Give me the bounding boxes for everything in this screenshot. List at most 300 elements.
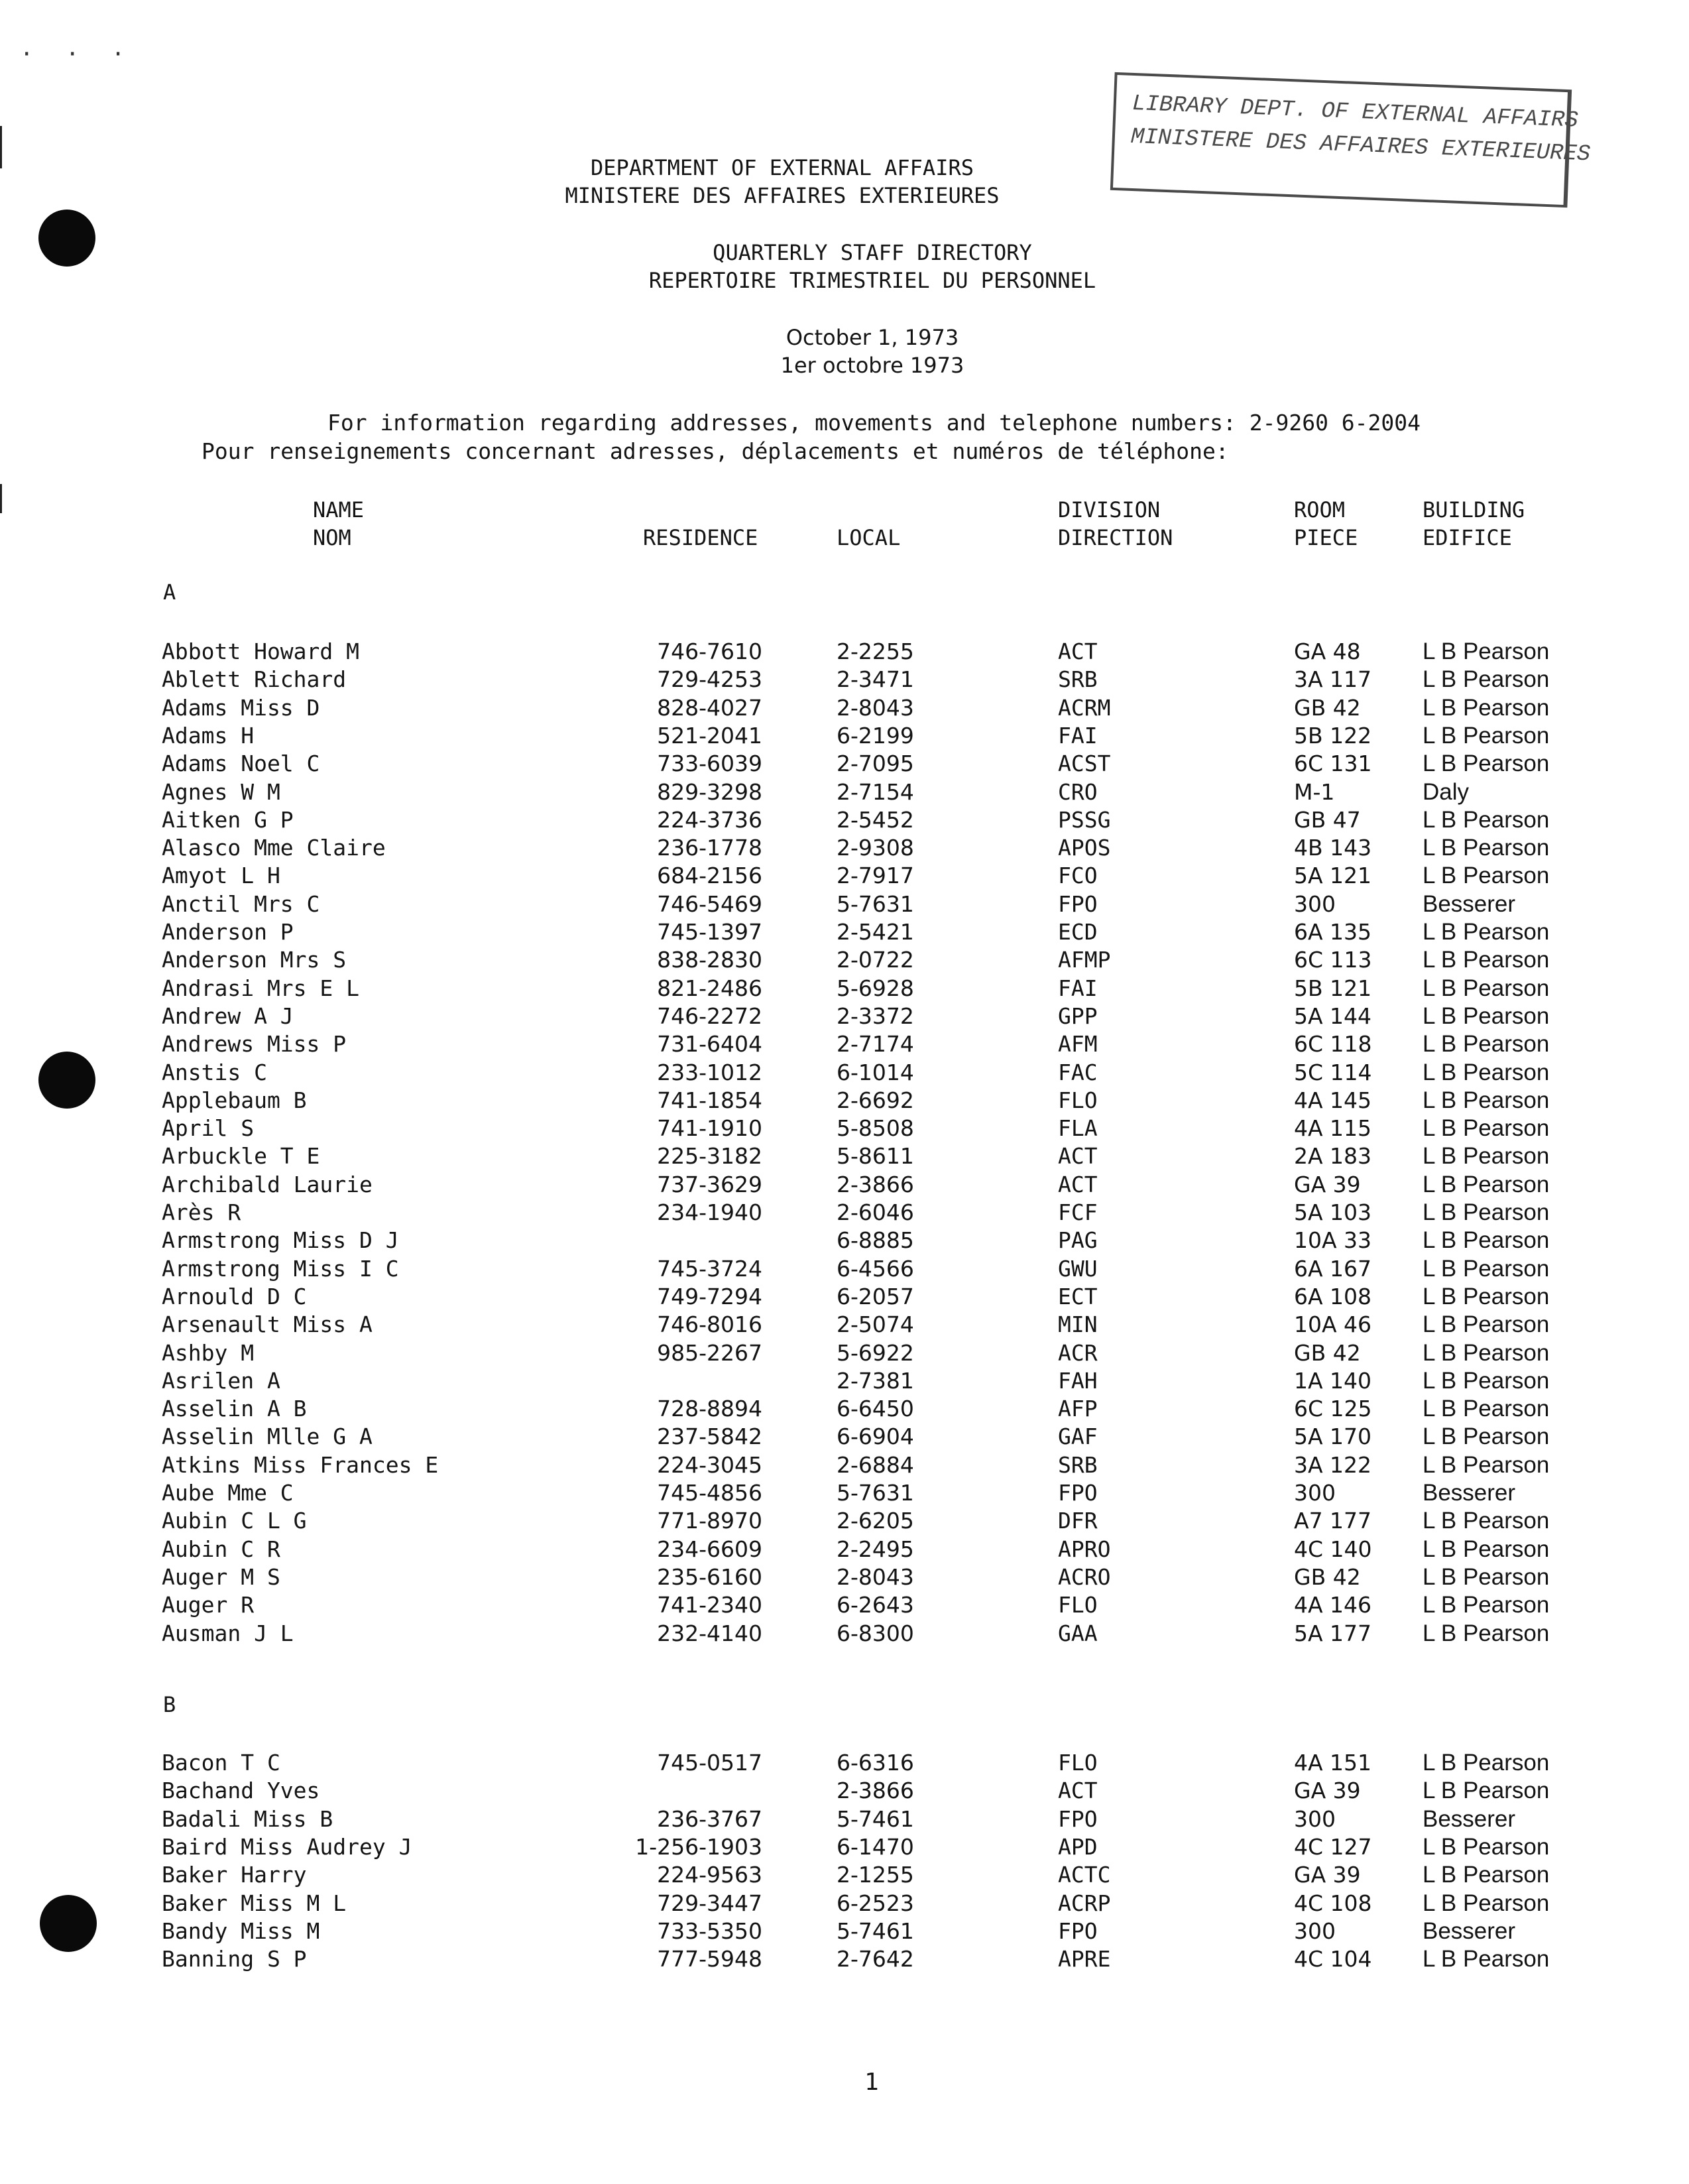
- entry-name: Arsenault Miss A: [162, 1311, 373, 1338]
- entry-local-phone: 5-7461: [837, 1917, 914, 1944]
- directory-row: [0, 666, 1689, 694]
- entry-local-phone: 5-7461: [837, 1805, 914, 1832]
- entry-name: Alasco Mme Claire: [162, 835, 386, 861]
- entry-division: ACTC: [1058, 1862, 1111, 1888]
- directory-row: [0, 1115, 1689, 1142]
- entry-name: Arnould D C: [162, 1283, 307, 1309]
- entry-room: 4C 127: [1294, 1833, 1372, 1860]
- department-heading: [384, 154, 1180, 210]
- entry-building: Besserer: [1423, 1805, 1516, 1832]
- entry-residence-phone: 741-1854: [657, 1087, 762, 1113]
- directory-row: [0, 1030, 1689, 1058]
- section-letter-a: A: [163, 579, 176, 605]
- entry-name: Adams Miss D: [162, 694, 320, 721]
- directory-row: [0, 975, 1689, 1002]
- entry-local-phone: 2-5074: [837, 1311, 914, 1338]
- entry-local-phone: 2-2255: [837, 638, 914, 664]
- entry-building: L B Pearson: [1423, 638, 1550, 664]
- entry-division: FAH: [1058, 1367, 1098, 1394]
- entry-local-phone: 2-2495: [837, 1536, 914, 1562]
- entry-building: L B Pearson: [1423, 1115, 1550, 1142]
- entry-local-phone: 5-6928: [837, 975, 914, 1001]
- entry-local-phone: 2-6884: [837, 1451, 914, 1478]
- directory-row: [0, 1805, 1689, 1833]
- entry-building: L B Pearson: [1423, 1199, 1550, 1225]
- entry-room: 4A 146: [1294, 1592, 1372, 1618]
- entry-building: L B Pearson: [1423, 1143, 1550, 1170]
- entry-building: L B Pearson: [1423, 1451, 1550, 1478]
- entry-division: APRE: [1058, 1946, 1111, 1972]
- entry-building: L B Pearson: [1423, 1339, 1550, 1366]
- entry-local-phone: 6-2199: [837, 722, 914, 749]
- entry-local-phone: 6-6316: [837, 1750, 914, 1776]
- entry-room: 300: [1294, 1480, 1336, 1506]
- entry-name: Arès R: [162, 1199, 241, 1225]
- entry-name: Andrews Miss P: [162, 1031, 347, 1058]
- directory-row: [0, 1749, 1689, 1777]
- entry-room: M-1: [1294, 778, 1335, 805]
- entry-division: AFM: [1058, 1031, 1098, 1058]
- entry-residence-phone: 821-2486: [657, 975, 762, 1001]
- entry-division: ACT: [1058, 1143, 1098, 1170]
- entry-name: Anderson Mrs S: [162, 947, 347, 973]
- entry-local-phone: 6-6450: [837, 1396, 914, 1422]
- header-room-fr: PIECE: [1294, 525, 1358, 550]
- entry-building: L B Pearson: [1423, 1620, 1550, 1646]
- entry-division: FAC: [1058, 1059, 1098, 1085]
- header-building-fr: EDIFICE: [1423, 525, 1512, 550]
- entry-local-phone: 6-1014: [837, 1059, 914, 1085]
- directory-row: [0, 1059, 1689, 1087]
- column-header-room: [1294, 496, 1358, 552]
- info-line-fr: Pour renseignements concernant adresses, déplacements et numéros de téléphone:: [202, 438, 1229, 464]
- entry-room: 6C 118: [1294, 1031, 1372, 1058]
- entry-building: L B Pearson: [1423, 1002, 1550, 1029]
- entry-building: L B Pearson: [1423, 1750, 1550, 1776]
- entry-division: ACRM: [1058, 694, 1111, 721]
- entry-room: 5A 103: [1294, 1199, 1372, 1225]
- entry-division: CRO: [1058, 778, 1098, 805]
- entry-residence-phone: 741-2340: [657, 1592, 762, 1618]
- entry-building: L B Pearson: [1423, 975, 1550, 1001]
- entry-building: L B Pearson: [1423, 1396, 1550, 1422]
- entry-local-phone: 2-7174: [837, 1031, 914, 1058]
- entry-room: GA 48: [1294, 638, 1361, 664]
- entry-division: GAF: [1058, 1424, 1098, 1450]
- directory-row: [0, 918, 1689, 946]
- entry-name: Aitken G P: [162, 806, 294, 833]
- entry-name: April S: [162, 1115, 255, 1142]
- entry-name: Banning S P: [162, 1946, 307, 1972]
- entry-room: 5A 121: [1294, 863, 1372, 889]
- department-name-fr: MINISTERE DES AFFAIRES EXTERIEURES: [565, 183, 1000, 208]
- entry-room: 4C 140: [1294, 1536, 1372, 1562]
- entry-local-phone: 2-6205: [837, 1508, 914, 1534]
- section-letter-b: B: [163, 1692, 176, 1717]
- entry-room: 300: [1294, 890, 1336, 917]
- entry-residence-phone: 771-8970: [657, 1508, 762, 1534]
- entry-division: ACT: [1058, 1171, 1098, 1197]
- entry-division: AFMP: [1058, 947, 1111, 973]
- entry-name: Baker Harry: [162, 1862, 307, 1888]
- entry-name: Adams Noel C: [162, 751, 320, 777]
- entry-building: L B Pearson: [1423, 1283, 1550, 1309]
- entry-room: 6C 113: [1294, 947, 1372, 973]
- entry-name: Agnes W M: [162, 778, 280, 805]
- entry-local-phone: 6-8885: [837, 1227, 914, 1254]
- entry-room: 300: [1294, 1917, 1336, 1944]
- title-en: QUARTERLY STAFF DIRECTORY: [713, 240, 1032, 265]
- entry-residence-phone: 728-8894: [657, 1396, 762, 1422]
- entry-residence-phone: 236-1778: [657, 835, 762, 861]
- directory-row: [0, 1591, 1689, 1619]
- entry-residence-phone: 746-8016: [657, 1311, 762, 1338]
- entry-name: Asselin Mlle G A: [162, 1424, 373, 1450]
- entry-local-phone: 2-7642: [837, 1946, 914, 1972]
- entry-division: FCF: [1058, 1199, 1098, 1225]
- entry-name: Arbuckle T E: [162, 1143, 320, 1170]
- entry-division: PSSG: [1058, 806, 1111, 833]
- entry-room: 10A 46: [1294, 1311, 1372, 1338]
- entry-building: L B Pearson: [1423, 1778, 1550, 1804]
- entry-name: Bachand Yves: [162, 1778, 320, 1804]
- header-division-fr: DIRECTION: [1058, 525, 1173, 550]
- entry-name: Applebaum B: [162, 1087, 307, 1113]
- entry-room: GA 39: [1294, 1171, 1361, 1197]
- entry-local-phone: 2-9308: [837, 835, 914, 861]
- entry-local-phone: 6-2523: [837, 1890, 914, 1916]
- entry-division: FPO: [1058, 1805, 1098, 1832]
- entry-division: APD: [1058, 1833, 1098, 1860]
- entry-division: FCO: [1058, 863, 1098, 889]
- entry-name: Armstrong Miss D J: [162, 1227, 399, 1254]
- entry-room: 5B 121: [1294, 975, 1372, 1001]
- entry-name: Atkins Miss Frances E: [162, 1451, 439, 1478]
- directory-row: [0, 890, 1689, 918]
- entry-division: FPO: [1058, 1917, 1098, 1944]
- entry-division: ACRP: [1058, 1890, 1111, 1916]
- directory-row: [0, 778, 1689, 806]
- entry-local-phone: 6-6904: [837, 1424, 914, 1450]
- entry-building: L B Pearson: [1423, 919, 1550, 945]
- entry-residence-phone: 1-256-1903: [635, 1833, 762, 1860]
- directory-row: [0, 1367, 1689, 1395]
- entry-name: Ausman J L: [162, 1620, 294, 1646]
- entry-local-phone: 2-6692: [837, 1087, 914, 1113]
- entry-room: 6A 167: [1294, 1255, 1372, 1282]
- directory-row: [0, 1171, 1689, 1199]
- directory-row: [0, 1945, 1689, 1973]
- entry-building: L B Pearson: [1423, 666, 1550, 693]
- entry-room: 5A 144: [1294, 1002, 1372, 1029]
- entry-name: Adams H: [162, 722, 255, 749]
- entry-name: Baker Miss M L: [162, 1890, 347, 1916]
- header-name-fr: NOM: [313, 525, 351, 550]
- entry-building: L B Pearson: [1423, 947, 1550, 973]
- entry-room: 5A 177: [1294, 1620, 1372, 1646]
- scan-edge-mark: [0, 126, 2, 168]
- entry-residence-phone: 224-3045: [657, 1451, 762, 1478]
- directory-title: [342, 239, 1403, 294]
- column-header-local: LOCAL: [837, 525, 901, 550]
- directory-row: [0, 946, 1689, 974]
- entry-room: 1A 140: [1294, 1367, 1372, 1394]
- entry-division: ECT: [1058, 1283, 1098, 1309]
- entry-division: MIN: [1058, 1311, 1098, 1338]
- entry-division: FLO: [1058, 1750, 1098, 1776]
- entry-local-phone: 2-7154: [837, 778, 914, 805]
- directory-row: [0, 1861, 1689, 1889]
- entry-room: GB 42: [1294, 694, 1361, 721]
- entry-room: 4C 108: [1294, 1890, 1372, 1916]
- entry-residence-phone: 745-3724: [657, 1255, 762, 1282]
- entry-local-phone: 6-1470: [837, 1833, 914, 1860]
- entry-division: ACRO: [1058, 1563, 1111, 1590]
- header-division-en: DIVISION: [1058, 497, 1161, 522]
- entry-local-phone: 2-0722: [837, 947, 914, 973]
- entry-building: L B Pearson: [1423, 1563, 1550, 1590]
- entry-room: GB 42: [1294, 1563, 1361, 1590]
- column-header-building: [1423, 496, 1525, 552]
- entry-division: FLO: [1058, 1592, 1098, 1618]
- entry-room: 5C 114: [1294, 1059, 1372, 1085]
- date-fr: 1er octobre 1973: [780, 353, 964, 378]
- entry-local-phone: 5-8508: [837, 1115, 914, 1142]
- entry-name: Aubin C R: [162, 1536, 280, 1562]
- entry-room: GA 39: [1294, 1778, 1361, 1804]
- entry-residence-phone: 521-2041: [657, 722, 762, 749]
- entry-room: 6A 135: [1294, 919, 1372, 945]
- entry-residence-phone: 729-4253: [657, 666, 762, 693]
- entry-name: Andrew A J: [162, 1002, 294, 1029]
- entry-local-phone: 2-3471: [837, 666, 914, 693]
- entry-local-phone: 2-8043: [837, 1563, 914, 1590]
- entry-division: FLO: [1058, 1087, 1098, 1113]
- entry-division: FAI: [1058, 722, 1098, 749]
- entry-building: L B Pearson: [1423, 863, 1550, 889]
- entry-division: APOS: [1058, 835, 1111, 861]
- entry-building: L B Pearson: [1423, 1031, 1550, 1058]
- entry-room: GB 47: [1294, 806, 1361, 833]
- entry-residence-phone: 749-7294: [657, 1283, 762, 1309]
- entry-local-phone: 2-3866: [837, 1778, 914, 1804]
- directory-row: [0, 1339, 1689, 1367]
- entry-room: 300: [1294, 1805, 1336, 1832]
- entry-building: L B Pearson: [1423, 1255, 1550, 1282]
- entry-room: GB 42: [1294, 1339, 1361, 1366]
- entry-name: Andrasi Mrs E L: [162, 975, 360, 1001]
- entry-residence-phone: 777-5948: [657, 1946, 762, 1972]
- entry-name: Auger R: [162, 1592, 255, 1618]
- entry-room: 4C 104: [1294, 1946, 1372, 1972]
- entry-residence-phone: 838-2830: [657, 947, 762, 973]
- entry-residence-phone: 236-3767: [657, 1805, 762, 1832]
- entry-residence-phone: 745-4856: [657, 1480, 762, 1506]
- entry-residence-phone: 733-6039: [657, 751, 762, 777]
- entry-name: Ablett Richard: [162, 666, 347, 693]
- entry-name: Aube Mme C: [162, 1480, 294, 1506]
- info-line-en: For information regarding addresses, movements and telephone numbers: 2-9260 6-2004: [327, 410, 1421, 436]
- directory-row: [0, 1451, 1689, 1479]
- date-en: October 1, 1973: [786, 325, 959, 350]
- entry-division: FPO: [1058, 890, 1098, 917]
- entry-building: Besserer: [1423, 1917, 1516, 1944]
- entry-residence-phone: 737-3629: [657, 1171, 762, 1197]
- entry-name: Ashby M: [162, 1339, 255, 1366]
- entry-residence-phone: 985-2267: [657, 1339, 762, 1366]
- directory-row: [0, 1002, 1689, 1030]
- header-building-en: BUILDING: [1423, 497, 1525, 522]
- entry-division: FLA: [1058, 1115, 1098, 1142]
- entry-residence-phone: 729-3447: [657, 1890, 762, 1916]
- directory-row: [0, 1395, 1689, 1423]
- directory-row: [0, 638, 1689, 666]
- entry-residence-phone: 237-5842: [657, 1424, 762, 1450]
- entry-name: Anstis C: [162, 1059, 267, 1085]
- entry-local-phone: 5-7631: [837, 1480, 914, 1506]
- directory-row: [0, 1833, 1689, 1861]
- entry-local-phone: 2-5452: [837, 806, 914, 833]
- entry-building: L B Pearson: [1423, 1862, 1550, 1888]
- entry-building: L B Pearson: [1423, 1536, 1550, 1562]
- directory-row: [0, 1142, 1689, 1170]
- entry-room: 2A 183: [1294, 1143, 1372, 1170]
- directory-row: [0, 834, 1689, 862]
- entry-residence-phone: 235-6160: [657, 1563, 762, 1590]
- entry-residence-phone: 731-6404: [657, 1031, 762, 1058]
- entry-local-phone: 2-3866: [837, 1171, 914, 1197]
- page-number: 1: [864, 2069, 879, 2096]
- entry-residence-phone: 829-3298: [657, 778, 762, 805]
- entry-building: Besserer: [1423, 890, 1516, 917]
- entry-residence-phone: 224-9563: [657, 1862, 762, 1888]
- entry-name: Anderson P: [162, 919, 294, 945]
- directory-row: [0, 1423, 1689, 1451]
- directory-row: [0, 1563, 1689, 1591]
- entry-local-phone: 2-5421: [837, 919, 914, 945]
- entry-residence-phone: 234-6609: [657, 1536, 762, 1562]
- entry-local-phone: 2-8043: [837, 694, 914, 721]
- entry-room: 6A 108: [1294, 1283, 1372, 1309]
- entry-division: GAA: [1058, 1620, 1098, 1646]
- entry-residence-phone: 225-3182: [657, 1143, 762, 1170]
- entry-local-phone: 2-7095: [837, 751, 914, 777]
- directory-row: [0, 1890, 1689, 1917]
- directory-row: [0, 862, 1689, 890]
- entry-name: Badali Miss B: [162, 1805, 333, 1832]
- entry-room: A7 177: [1294, 1508, 1372, 1534]
- entry-division: ECD: [1058, 919, 1098, 945]
- entry-name: Archibald Laurie: [162, 1171, 373, 1197]
- entry-building: L B Pearson: [1423, 1227, 1550, 1254]
- entry-residence-phone: 684-2156: [657, 863, 762, 889]
- entry-name: Anctil Mrs C: [162, 890, 320, 917]
- entry-building: Besserer: [1423, 1480, 1516, 1506]
- entry-room: 3A 122: [1294, 1451, 1372, 1478]
- directory-row: [0, 1311, 1689, 1339]
- directory-row: [0, 1227, 1689, 1254]
- stamp-line-1: LIBRARY DEPT. OF EXTERNAL AFFAIRS: [1132, 91, 1579, 134]
- entry-division: FAI: [1058, 975, 1098, 1001]
- entry-room: 4A 145: [1294, 1087, 1372, 1113]
- entry-division: SRB: [1058, 1451, 1098, 1478]
- directory-row: [0, 1479, 1689, 1507]
- entry-local-phone: 2-1255: [837, 1862, 914, 1888]
- entry-name: Bacon T C: [162, 1750, 280, 1776]
- directory-date: [342, 324, 1403, 379]
- entry-local-phone: 2-6046: [837, 1199, 914, 1225]
- entry-building: L B Pearson: [1423, 1592, 1550, 1618]
- entry-room: 4A 115: [1294, 1115, 1372, 1142]
- entry-residence-phone: 224-3736: [657, 806, 762, 833]
- entry-building: L B Pearson: [1423, 694, 1550, 721]
- entry-local-phone: 5-6922: [837, 1339, 914, 1366]
- entry-local-phone: 6-2057: [837, 1283, 914, 1309]
- entry-residence-phone: 745-0517: [657, 1750, 762, 1776]
- entry-local-phone: 2-3372: [837, 1002, 914, 1029]
- entry-division: FPO: [1058, 1480, 1098, 1506]
- directory-row: [0, 722, 1689, 750]
- entry-room: GA 39: [1294, 1862, 1361, 1888]
- directory-row: [0, 1199, 1689, 1227]
- entry-division: APRO: [1058, 1536, 1111, 1562]
- column-header-name: [313, 496, 364, 552]
- entry-name: Aubin C L G: [162, 1508, 307, 1534]
- entry-building: L B Pearson: [1423, 1171, 1550, 1197]
- directory-row: [0, 1255, 1689, 1283]
- entry-local-phone: 2-7917: [837, 863, 914, 889]
- entry-room: 4B 143: [1294, 835, 1372, 861]
- entry-building: L B Pearson: [1423, 1367, 1550, 1394]
- title-fr: REPERTOIRE TRIMESTRIEL DU PERSONNEL: [648, 268, 1096, 293]
- scan-specks: · · ·: [20, 41, 135, 68]
- directory-row: [0, 1777, 1689, 1805]
- directory-row: [0, 750, 1689, 778]
- entry-division: SRB: [1058, 666, 1098, 693]
- entry-building: L B Pearson: [1423, 1311, 1550, 1338]
- entry-building: L B Pearson: [1423, 722, 1550, 749]
- entry-residence-phone: 232-4140: [657, 1620, 762, 1646]
- entry-building: L B Pearson: [1423, 751, 1550, 777]
- column-header-residence: RESIDENCE: [643, 525, 758, 550]
- entry-room: 6C 125: [1294, 1396, 1372, 1422]
- directory-row: [0, 806, 1689, 834]
- entry-local-phone: 6-4566: [837, 1255, 914, 1282]
- entry-residence-phone: 733-5350: [657, 1917, 762, 1944]
- punch-hole: [38, 210, 95, 267]
- entry-room: 6C 131: [1294, 751, 1372, 777]
- entry-room: 5B 122: [1294, 722, 1372, 749]
- entry-local-phone: 5-8611: [837, 1143, 914, 1170]
- entry-residence-phone: 746-2272: [657, 1002, 762, 1029]
- entry-division: GWU: [1058, 1255, 1098, 1282]
- entry-name: Asrilen A: [162, 1367, 280, 1394]
- entry-local-phone: 2-7381: [837, 1367, 914, 1394]
- entry-building: L B Pearson: [1423, 1890, 1550, 1916]
- directory-row: [0, 1620, 1689, 1648]
- scan-edge-mark: [0, 484, 2, 513]
- entry-residence-phone: 745-1397: [657, 919, 762, 945]
- entry-building: Daly: [1423, 778, 1470, 805]
- entry-local-phone: 5-7631: [837, 890, 914, 917]
- entry-building: L B Pearson: [1423, 1946, 1550, 1972]
- department-name-en: DEPARTMENT OF EXTERNAL AFFAIRS: [591, 155, 974, 180]
- entry-name: Baird Miss Audrey J: [162, 1833, 412, 1860]
- entry-room: 3A 117: [1294, 666, 1372, 693]
- entry-name: Abbott Howard M: [162, 638, 360, 664]
- entry-name: Amyot L H: [162, 863, 280, 889]
- entry-residence-phone: 746-7610: [657, 638, 762, 664]
